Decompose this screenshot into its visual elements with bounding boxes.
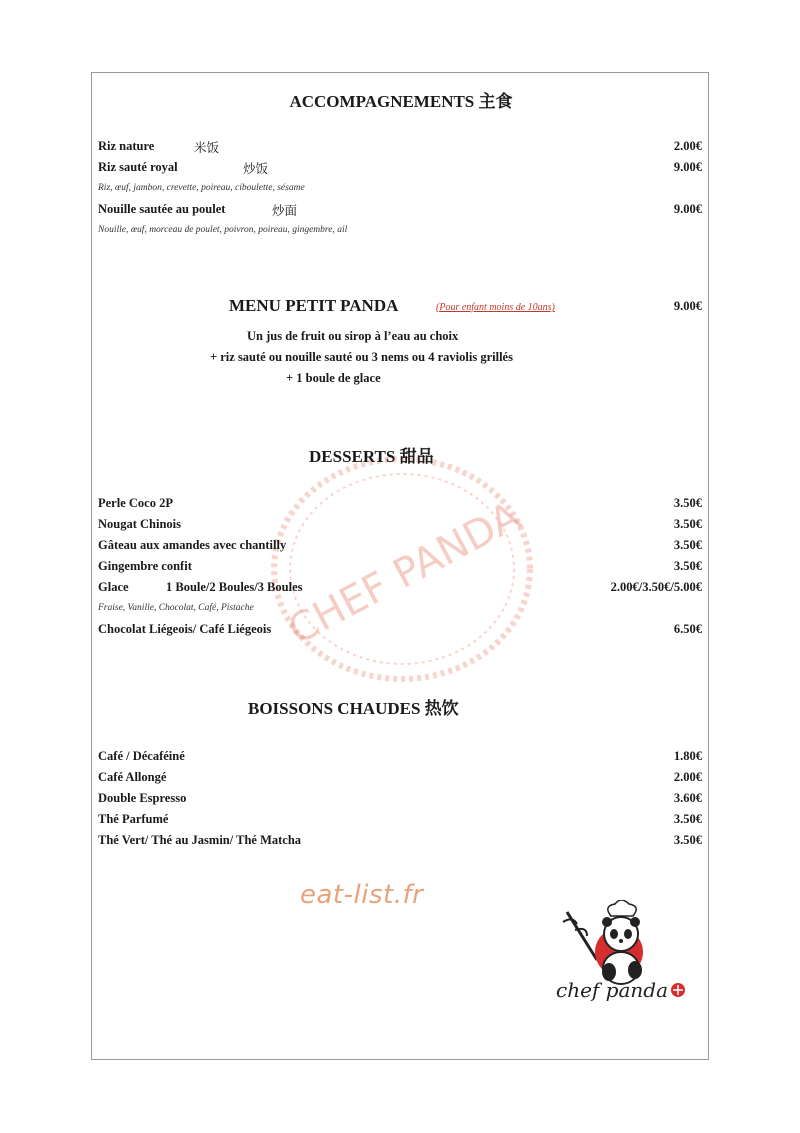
menu-item-price: 2.00€	[673, 139, 702, 153]
menu-item-price: 2.00€	[673, 770, 702, 784]
menu-item-name: Thé Vert/ Thé au Jasmin/ Thé Matcha	[98, 833, 302, 847]
desserts-title: DESSERTS 甜品	[309, 447, 434, 466]
menu-petit-panda-line: Un jus de fruit ou sirop à l’eau au choix	[247, 329, 459, 343]
menu-item-name: Nougat Chinois	[98, 517, 182, 531]
menu-item-name: Gâteau aux amandes avec chantilly	[98, 538, 287, 552]
menu-item-price: 3.60€	[673, 791, 702, 805]
menu-item-name: Nouille sautée au poulet	[98, 202, 226, 216]
menu-item-price: 3.50€	[673, 538, 702, 552]
menu-item-name: Double Espresso	[98, 791, 187, 805]
menu-item-price: 3.50€	[673, 812, 702, 826]
menu-item-chinese: 米饭	[194, 141, 220, 155]
menu-petit-panda-line: + 1 boule de glace	[286, 371, 381, 385]
logo-text: chef panda	[556, 978, 669, 1002]
menu-petit-panda-note: (Pour enfant moins de 10ans)	[436, 302, 555, 313]
menu-item-desc: Riz, œuf, jambon, crevette, poireau, ciboulette, sésame	[98, 183, 305, 193]
menu-item-name: Chocolat Liégeois/ Café Liégeois	[98, 622, 272, 636]
menu-item-desc: Fraise, Vanille, Chocolat, Café, Pistache	[98, 603, 254, 613]
menu-item-price: 6.50€	[673, 622, 702, 636]
boissons-chaudes-title: BOISSONS CHAUDES 热饮	[248, 699, 459, 718]
site-watermark: eat-list.fr	[300, 880, 424, 910]
menu-item-price: 1.80€	[673, 749, 702, 763]
menu-item-name: Thé Parfumé	[98, 812, 169, 826]
menu-item-price: 3.50€	[673, 833, 702, 847]
menu-item-name: Riz sauté royal	[98, 160, 178, 174]
stamp-text: CHEF PANDA	[280, 493, 528, 654]
menu-item-name: Café / Décaféiné	[98, 749, 185, 763]
menu-item-chinese: 炒饭	[243, 162, 269, 176]
menu-item-name: Café Allongé	[98, 770, 167, 784]
menu-item-name: Riz nature	[98, 139, 155, 153]
menu-item-name: Gingembre confit	[98, 559, 192, 573]
menu-item-desc: Nouille, œuf, morceau de poulet, poivron, poireau, gingembre, ail	[98, 225, 348, 235]
accompagnements-title: ACCOMPAGNEMENTS 主食	[289, 92, 513, 111]
menu-item-price: 2.00€/3.50€/5.00€	[610, 580, 702, 594]
menu-item-price: 3.50€	[673, 496, 702, 510]
menu-item-price: 9.00€	[673, 202, 702, 216]
menu-petit-panda-line: + riz sauté ou nouille sauté ou 3 nems ou 4 raviolis grillés	[210, 350, 513, 364]
menu-item-name: Glace	[98, 580, 129, 594]
menu-petit-panda-title: MENU PETIT PANDA	[229, 296, 399, 315]
menu-item-price: 9.00€	[673, 160, 702, 174]
menu-petit-panda-price: 9.00€	[673, 299, 702, 313]
menu-item-chinese: 炒面	[272, 204, 298, 218]
menu-item-price: 3.50€	[673, 517, 702, 531]
menu-item-options: 1 Boule/2 Boules/3 Boules	[166, 580, 303, 594]
menu-item-name: Perle Coco 2P	[98, 496, 173, 510]
menu-item-price: 3.50€	[673, 559, 702, 573]
